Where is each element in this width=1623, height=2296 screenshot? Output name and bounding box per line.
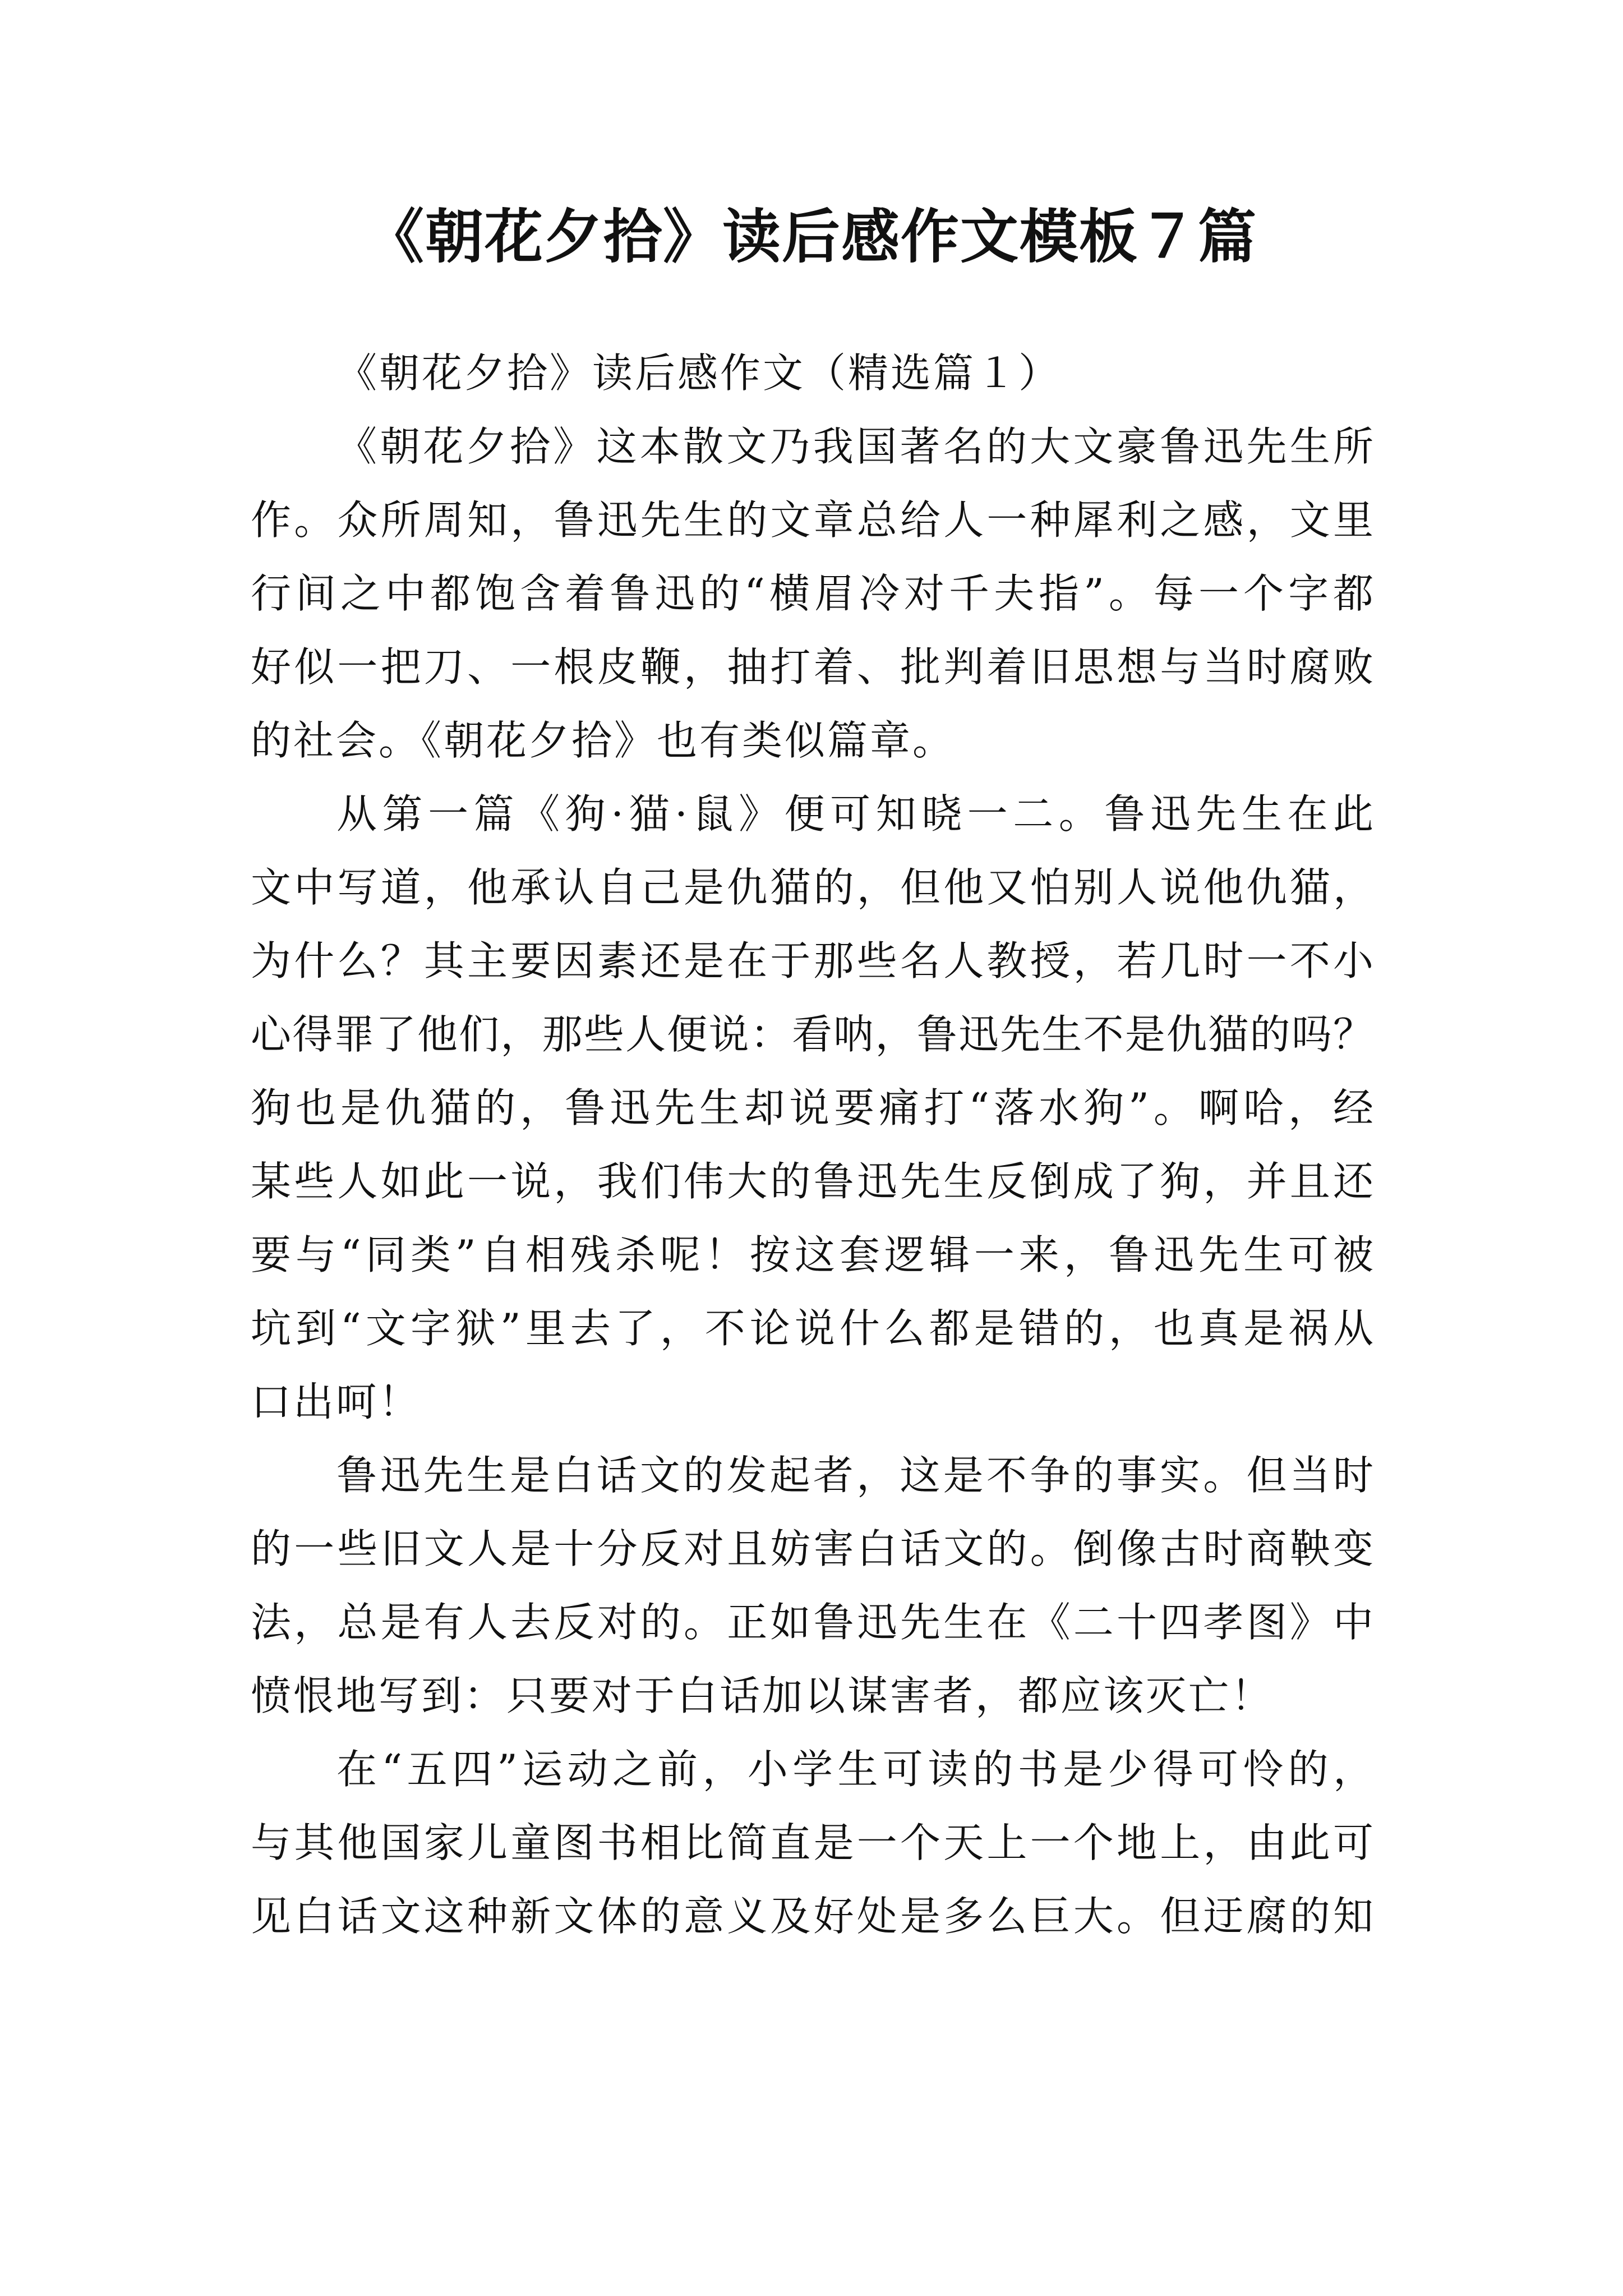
paragraph: [251, 777, 1373, 1439]
paragraph-line: 好似一把刀、一根皮鞭，抽打着、批判着旧思想与当时腐败: [251, 643, 1373, 691]
paragraph-line: 在“五四”运动之前，小学生可读的书是少得可怜的，: [336, 1746, 1373, 1793]
paragraph-line: 愤恨地写到：只要对于白话加以谋害者，都应该灭亡！: [251, 1672, 1274, 1719]
paragraph-line: 的社会。《朝花夕拾》也有类似篇章。: [251, 717, 956, 764]
paragraph-line: 要与“同类”自相残杀呢！按这套逻辑一来，鲁迅先生可被: [251, 1231, 1373, 1278]
paragraph-line: 口出呵！: [251, 1378, 422, 1425]
paragraph-line: 鲁迅先生是白话文的发起者，这是不争的事实。但当时: [336, 1452, 1373, 1499]
paragraph-line: 坑到“文字狱”里去了，不论说什么都是错的，也真是祸从: [251, 1305, 1373, 1352]
paragraph-line: 见白话文这种新文体的意义及好处是多么巨大。但迂腐的知: [251, 1893, 1373, 1940]
paragraph-line: 《朝花夕拾》这本散文乃我国著名的大文豪鲁迅先生所: [336, 423, 1373, 470]
paragraph-line: 的一些旧文人是十分反对且妨害白话文的。倒像古时商鞅变: [251, 1525, 1373, 1572]
paragraph-line: 某些人如此一说，我们伟大的鲁迅先生反倒成了狗，并且还: [251, 1158, 1373, 1205]
paragraph-line: 文中写道，他承认自己是仇猫的，但他又怕别人说他仇猫，: [251, 864, 1373, 911]
paragraph: [251, 1439, 1373, 1733]
paragraph-line: 狗也是仇猫的，鲁迅先生却说要痛打“落水狗”。啊哈，经: [251, 1084, 1373, 1131]
paragraph-line: 与其他国家儿童图书相比简直是一个天上一个地上，由此可: [251, 1819, 1373, 1866]
paragraph-line: 从第一篇《狗·猫·鼠》便可知晓一二。鲁迅先生在此: [336, 790, 1373, 838]
paragraph-list: [251, 410, 1373, 1953]
paragraph-line: 行间之中都饱含着鲁迅的“横眉冷对千夫指”。每一个字都: [251, 570, 1373, 617]
paragraph-line: 心得罪了他们，那些人便说：看呐，鲁迅先生不是仇猫的吗？: [251, 1011, 1373, 1058]
paragraph: [251, 1733, 1373, 1953]
paragraph-line: 作。众所周知，鲁迅先生的文章总给人一种犀利之感，文里: [251, 496, 1373, 544]
document-title: 《朝花夕拾》读后感作文模板７篇: [365, 202, 1257, 271]
paragraph-line: 为什么？其主要因素还是在于那些名人教授，若几时一不小: [251, 937, 1373, 984]
document-body: [251, 337, 1373, 1953]
paragraph: [251, 410, 1373, 777]
section-heading: 《朝花夕拾》读后感作文（精选篇１）: [336, 349, 1062, 397]
paragraph-line: 法，总是有人去反对的。正如鲁迅先生在《二十四孝图》中: [251, 1599, 1373, 1646]
